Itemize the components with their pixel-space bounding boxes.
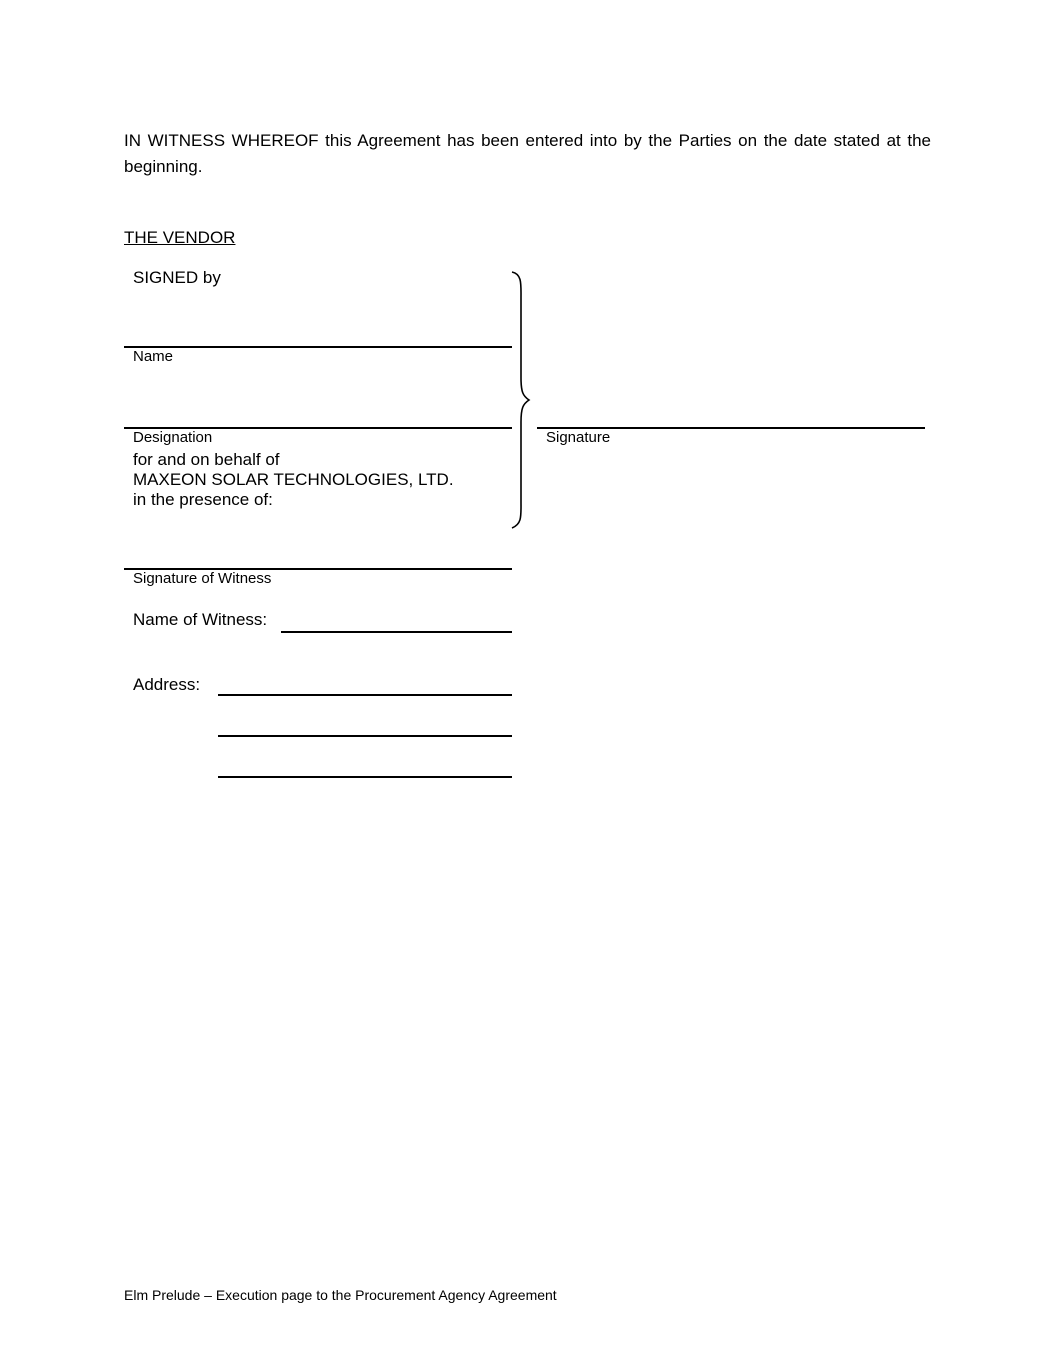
address-label: Address: bbox=[133, 675, 201, 694]
designation-label: Designation bbox=[133, 429, 213, 446]
witness-signature-label: Signature of Witness bbox=[133, 570, 272, 587]
address-line-1[interactable] bbox=[218, 694, 512, 696]
intro-paragraph: IN WITNESS WHEREOF this Agreement has been entered into by the Parties on the date stated at the beginning. bbox=[124, 131, 931, 176]
address-line-3[interactable] bbox=[218, 776, 512, 778]
behalf-line: for and on behalf of bbox=[133, 450, 280, 469]
company-name: MAXEON SOLAR TECHNOLOGIES, LTD. bbox=[133, 470, 454, 489]
witness-name-label: Name of Witness: bbox=[133, 610, 268, 629]
name-label: Name bbox=[133, 348, 174, 365]
presence-line: in the presence of: bbox=[133, 490, 273, 509]
page-footer: Elm Prelude – Execution page to the Procurement Agency Agreement bbox=[124, 1287, 557, 1303]
witness-name-line[interactable] bbox=[281, 631, 512, 633]
vendor-heading: THE VENDOR bbox=[124, 228, 236, 247]
signature-label: Signature bbox=[546, 429, 611, 446]
signed-by-label: SIGNED by bbox=[133, 268, 221, 287]
name-signature-line[interactable] bbox=[124, 346, 512, 348]
address-line-2[interactable] bbox=[218, 735, 512, 737]
right-brace-icon bbox=[500, 268, 540, 532]
